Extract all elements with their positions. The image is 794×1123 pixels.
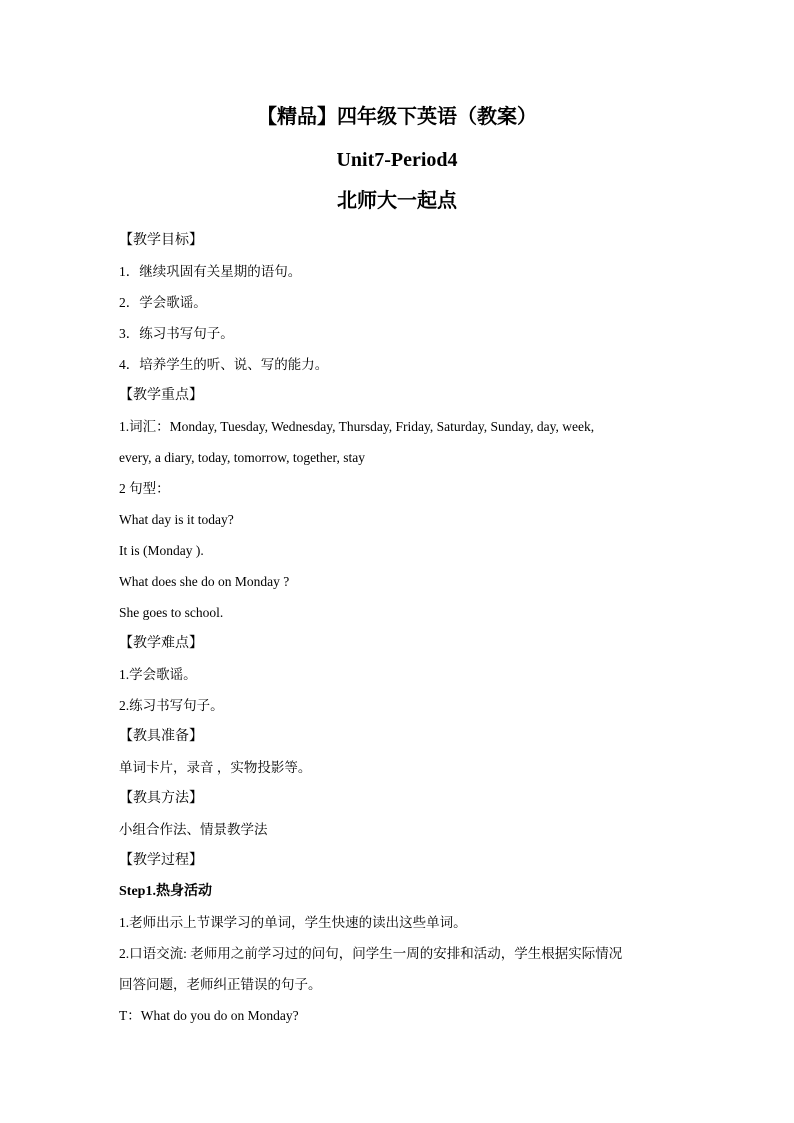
paragraph: every, a diary, today, tomorrow, together, stay [119,450,365,465]
paragraph: 小组合作法、情景教学法 [119,822,268,837]
paragraph: 1.老师出示上节课学习的单词，学生快速的读出这些单词。 [119,915,467,930]
step-heading: Step1.热身活动 [119,884,212,899]
paragraph: 2 句型： [119,481,170,496]
paragraph: What day is it today? [119,512,234,527]
paragraph: 3．练习书写句子。 [119,326,234,341]
paragraph: 2．学会歌谣。 [119,295,207,310]
paragraph: What does she do on Monday ? [119,574,290,589]
paragraph: 2.练习书写句子。 [119,698,224,713]
paragraph: 1.学会歌谣。 [119,667,197,682]
paragraph: 4．培养学生的听、说、写的能力。 [119,357,329,372]
document-subtitle: Unit7-Period4 [336,149,458,171]
paragraph: 回答问题，老师纠正错误的句子。 [119,977,322,992]
paragraph: 2.口语交流: 老师用之前学习过的问句，问学生一周的安排和活动，学生根据实际情况 [119,946,623,961]
section-heading: 【教学难点】 [119,636,203,651]
section-heading: 【教具方法】 [119,791,203,806]
paragraph: 单词卡片，录音 ，实物投影等。 [119,760,312,775]
section-heading: 【教学重点】 [119,388,203,403]
section-heading: 【教学过程】 [119,853,203,868]
section-heading: 【教学目标】 [119,233,203,248]
paragraph: She goes to school. [119,605,224,620]
paragraph: T：What do you do on Monday? [119,1008,299,1023]
document-title: 【精品】四年级下英语（教案） [257,106,537,128]
document-publisher: 北师大一起点 [337,190,457,212]
paragraph: 1.词汇：Monday, Tuesday, Wednesday, Thursday, Friday, Saturday, Sunday, day, week, [119,419,595,434]
section-heading: 【教具准备】 [119,729,203,744]
document-body [119,225,679,1031]
paragraph: 1．继续巩固有关星期的语句。 [119,264,302,279]
paragraph: It is (Monday ). [119,543,204,558]
